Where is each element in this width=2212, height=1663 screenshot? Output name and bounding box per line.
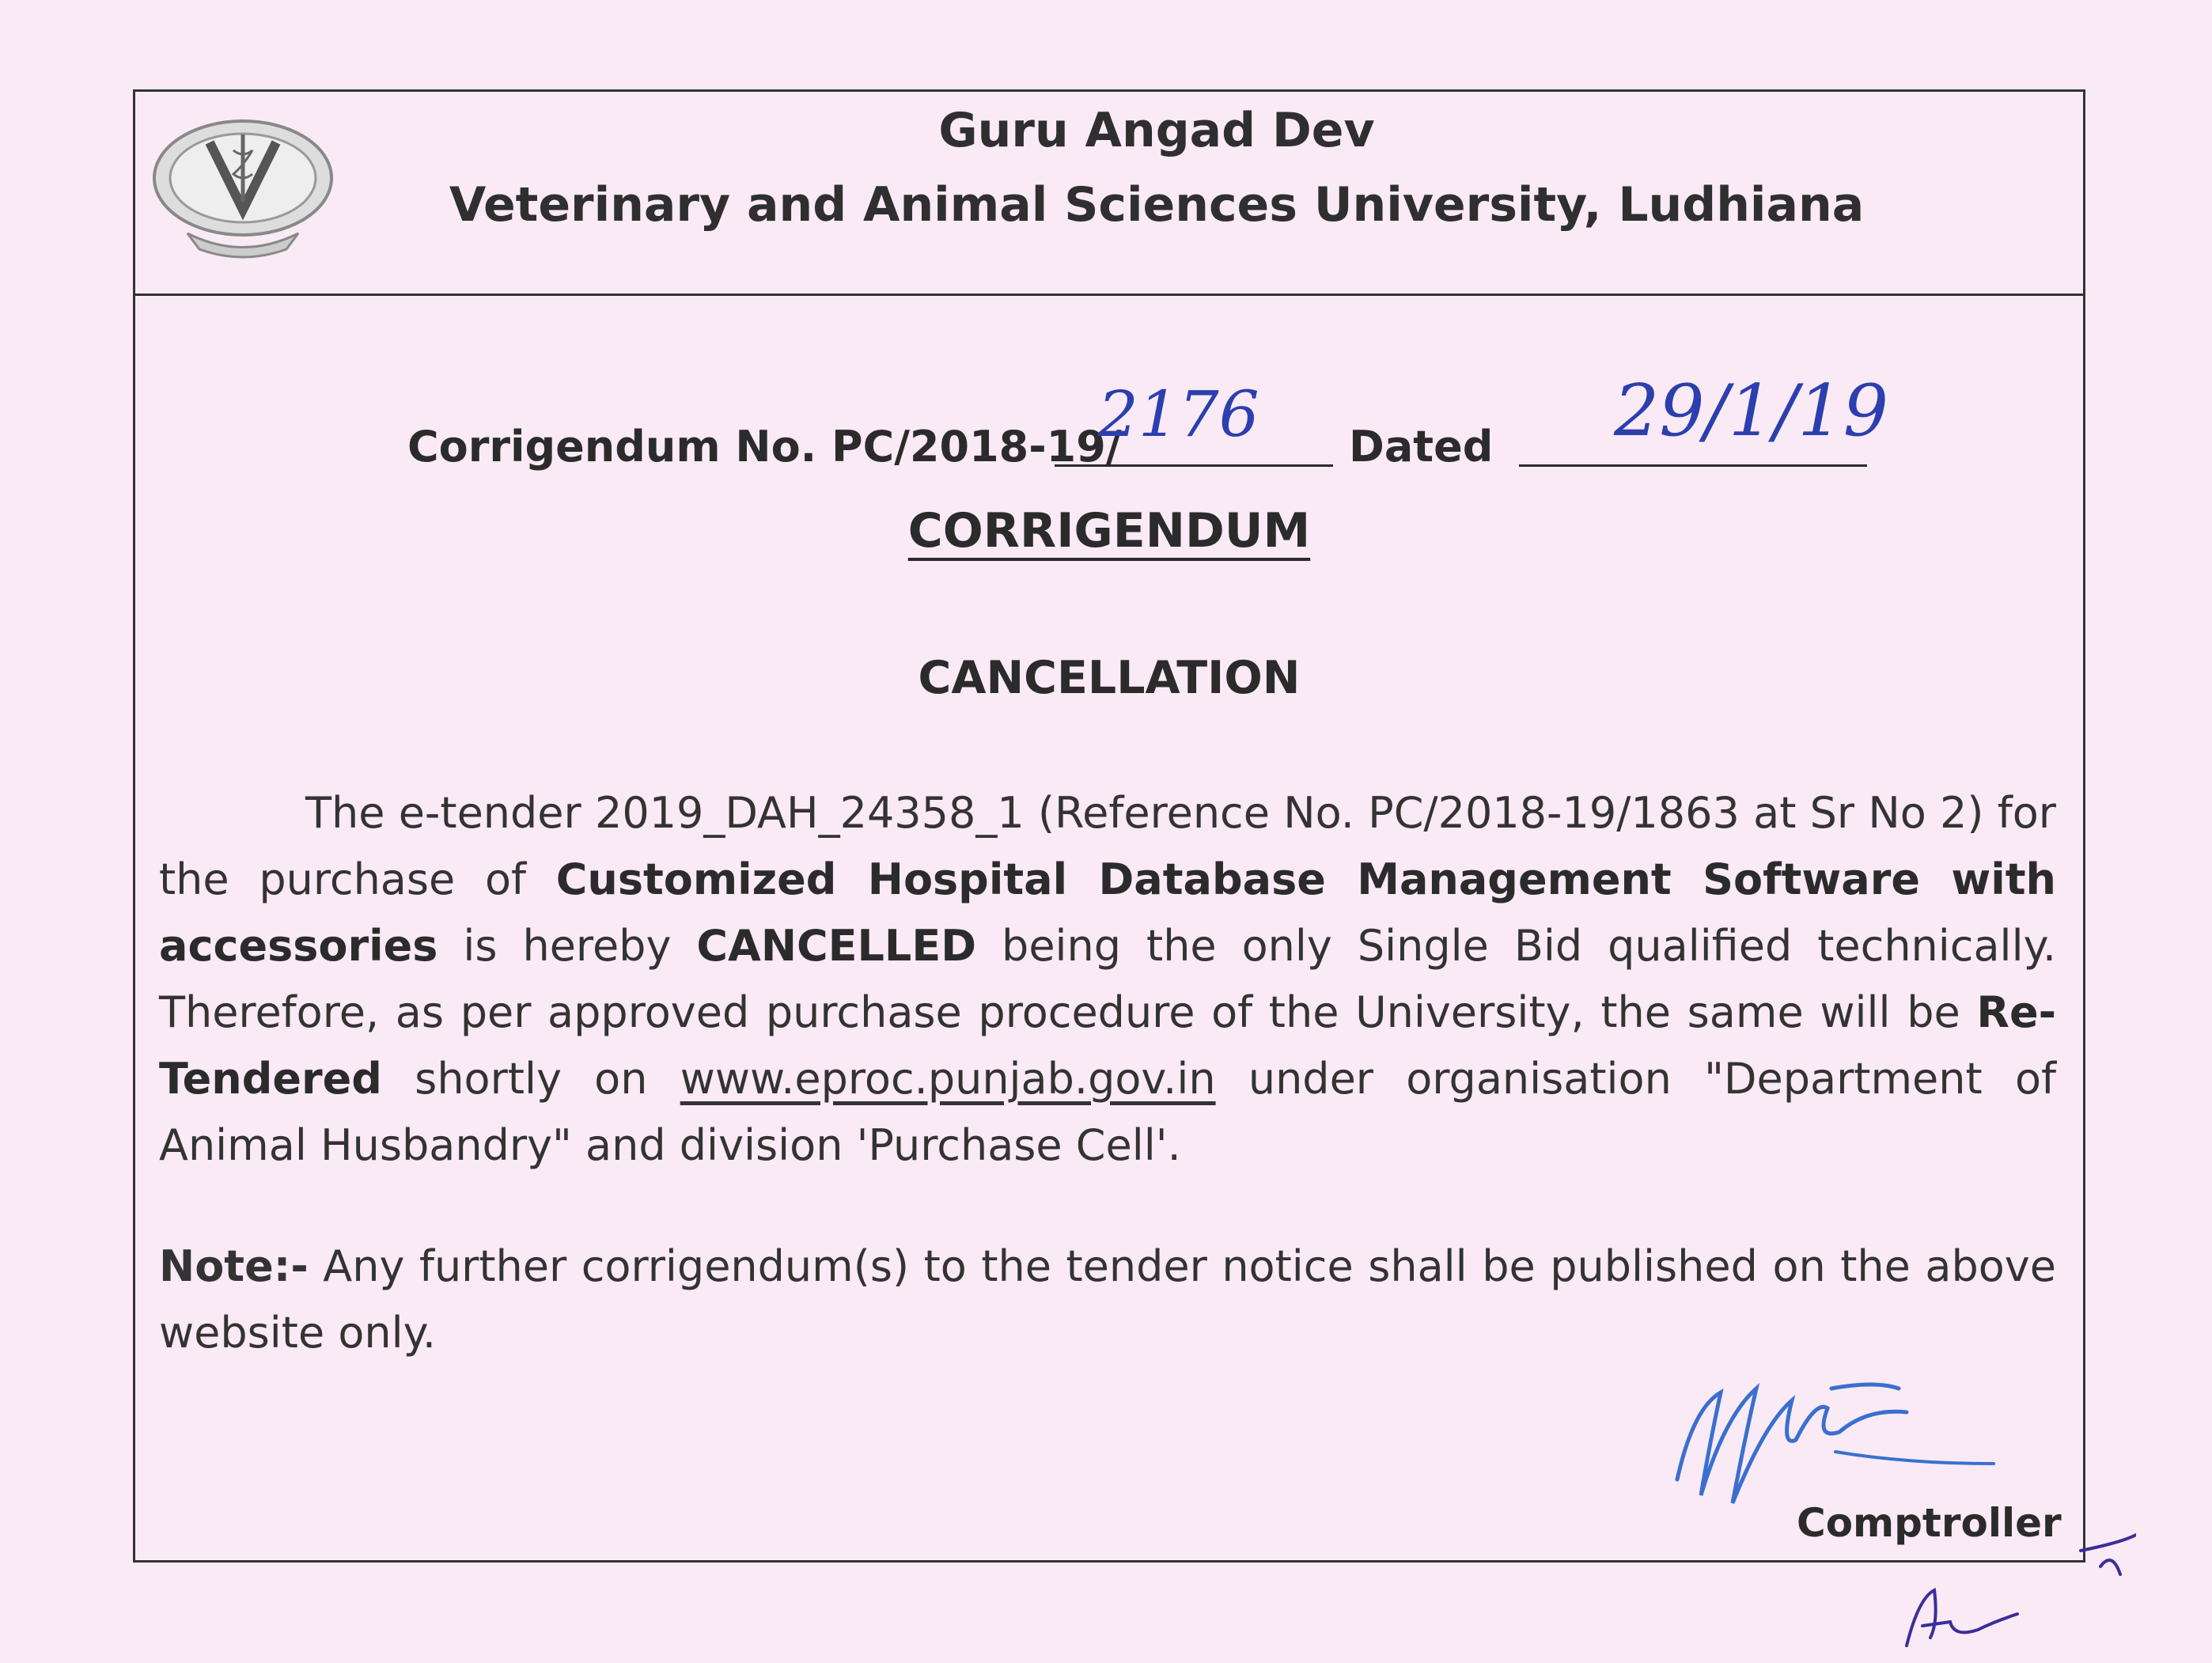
note-paragraph: Note:- Any further corrigendum(s) to the tender notice shall be published on the above website only.: [159, 1241, 2056, 1358]
corrigendum-heading: CORRIGENDUM: [907, 503, 1311, 559]
university-name-line2: Veterinary and Animal Sciences University, Ludhiana: [449, 177, 1865, 233]
comptroller-designation: Comptroller: [1797, 1500, 2062, 1546]
cancellation-paragraph: The e-tender 2019_DAH_24358_1 (Reference No. PC/2018-19/1863 at Sr No 2) for the purchase of Customized Hospital Database Management Software with accessories is hereby CANCELLED being the only Single Bid qualified technically. Therefore, as per approved purchase procedure of the University, the same will be Re-Tendered shortly on www.eproc.punjab.gov.in under organisation "Department of Animal Husbandry" and division 'Purchase Cell'.: [159, 788, 2056, 1170]
cancellation-heading: CANCELLATION: [918, 652, 1301, 704]
letterhead: [135, 92, 2083, 296]
university-name-line1: Guru Angad Dev: [938, 103, 1375, 158]
dated-label: Dated: [1349, 422, 1494, 472]
handwritten-signature: [1646, 1313, 2136, 1661]
corrigendum-number-blank: [1055, 377, 1333, 467]
note-label: Note:-: [159, 1241, 309, 1291]
corrigendum-number-handwritten: 2176: [1098, 377, 1259, 451]
date-handwritten: 29/1/19: [1614, 369, 1888, 453]
eproc-link[interactable]: www.eproc.punjab.gov.in: [680, 1054, 1216, 1104]
reference-line: [407, 369, 2069, 472]
date-blank: [1519, 369, 1888, 467]
corrigendum-number-label: Corrigendum No. PC/2018-19/: [407, 422, 1122, 472]
